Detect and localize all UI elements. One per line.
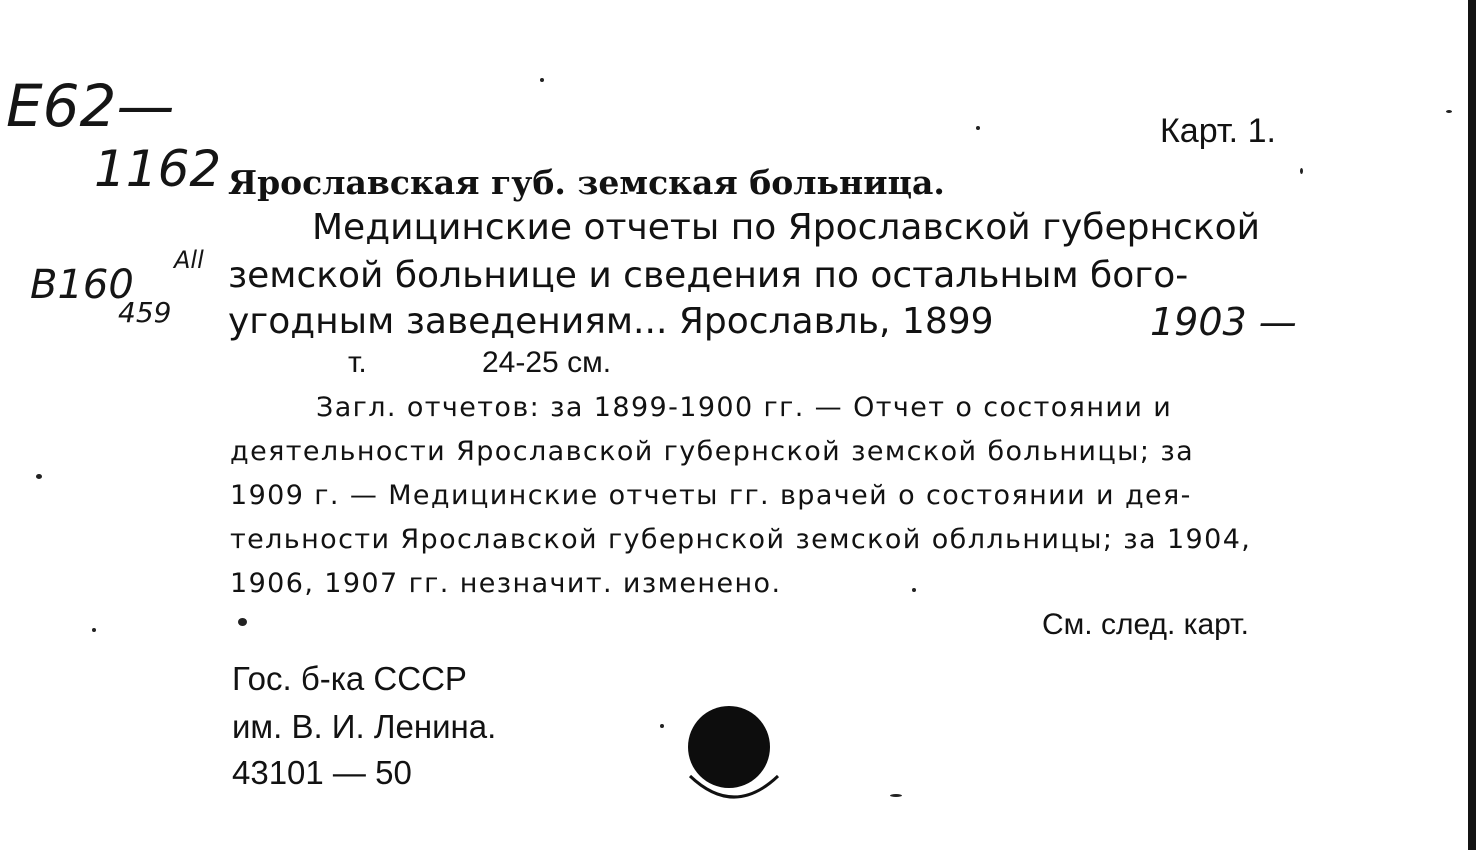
scan-speck bbox=[1446, 110, 1452, 113]
scan-speck bbox=[976, 126, 980, 130]
handwritten-shelf-mark: B160 bbox=[30, 262, 134, 308]
imprint-line-1: Гос. б-ка СССР bbox=[232, 660, 467, 697]
handwritten-year-addition: 1903 — bbox=[1150, 300, 1297, 344]
scan-speck bbox=[92, 628, 96, 632]
scan-speck bbox=[36, 474, 42, 479]
scan-speck bbox=[660, 724, 664, 728]
card-number: Карт. 1. bbox=[1160, 112, 1276, 150]
title-line-2: земской больнице и сведения по остальным бого- bbox=[228, 255, 1189, 296]
imprint-line-3: 43101 — 50 bbox=[232, 754, 412, 791]
scan-speck bbox=[890, 794, 902, 797]
note-line-4: тельности Ярославской губернской земской облльницы; за 1904, bbox=[230, 524, 1252, 555]
punch-hole-shadow bbox=[684, 770, 784, 810]
note-line-1: Загл. отчетов: за 1899-1900 гг. — Отчет о состоянии и bbox=[316, 392, 1173, 423]
scan-speck bbox=[1300, 168, 1303, 174]
note-line-2: деятельности Ярославской губернской земской больницы; за bbox=[230, 436, 1195, 467]
handwritten-shelf-mark-superscript: All bbox=[174, 246, 204, 274]
continuation-note: См. след. карт. bbox=[1042, 608, 1249, 641]
scan-speck bbox=[238, 618, 247, 626]
handwritten-call-number-bottom: 1162 bbox=[94, 140, 222, 198]
imprint-line-2: им. В. И. Ленина. bbox=[232, 708, 497, 745]
scan-speck bbox=[540, 78, 544, 82]
heading: Ярославская губ. земская больница. bbox=[228, 163, 945, 202]
handwritten-call-number-top: E62— bbox=[6, 72, 175, 140]
note-line-3: 1909 г. — Медицинские отчеты гг. врачей о состоянии и дея- bbox=[230, 480, 1192, 511]
handwritten-shelf-mark-subscript: 459 bbox=[118, 296, 172, 329]
title-line-1: Медицинские отчеты по Ярославской губернской bbox=[312, 207, 1261, 248]
card-scan-edge bbox=[1468, 0, 1476, 850]
note-line-5: 1906, 1907 гг. незначит. изменено. bbox=[230, 568, 782, 599]
title-line-3: угодным заведениям... Ярославль, 1899 bbox=[228, 301, 994, 342]
size: 24-25 см. bbox=[482, 346, 612, 379]
scan-speck bbox=[912, 588, 916, 592]
volumes: т. bbox=[348, 346, 367, 379]
